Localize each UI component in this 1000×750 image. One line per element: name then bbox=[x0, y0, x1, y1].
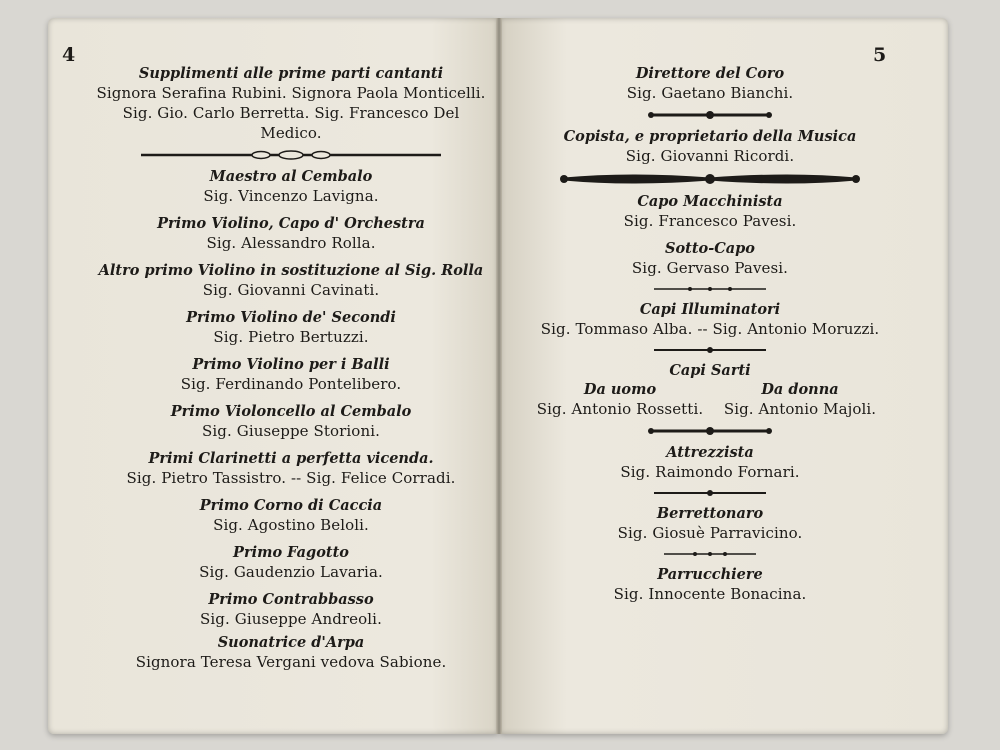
entry-role: Primo Violino, Capo d' Orchestra bbox=[157, 215, 425, 232]
ornament-rule bbox=[650, 488, 770, 498]
ornament-rule-heavy bbox=[560, 172, 860, 186]
entry-name: Sig. Raimondo Fornari. bbox=[620, 463, 800, 481]
entry-role: Attrezzista bbox=[666, 444, 754, 461]
entry-name: Sig. Gaudenzio Lavaria. bbox=[199, 563, 383, 581]
entry-name: Sig. Tommaso Alba. -- Sig. Antonio Moruzzi. bbox=[540, 320, 880, 338]
supplement-names-line: Signora Serafina Rubini. Signora Paola Monticelli. bbox=[96, 84, 486, 102]
entry-name: Sig. Pietro Tassistro. -- Sig. Felice Corradi. bbox=[126, 469, 456, 487]
entry-name: Sig. Gervaso Pavesi. bbox=[631, 259, 789, 277]
ornament-rule bbox=[131, 149, 451, 161]
page-number-right: 5 bbox=[873, 44, 887, 66]
entry-role: Primo Contrabbasso bbox=[208, 591, 374, 608]
ornament-rule bbox=[645, 425, 775, 437]
sarti-left-role: Da uomo bbox=[583, 381, 657, 398]
entry-role: Primo Corno di Caccia bbox=[199, 497, 383, 514]
entry-role: Sotto-Capo bbox=[665, 240, 755, 257]
sarti-right-role: Da donna bbox=[761, 381, 839, 398]
entry-role: Capo Macchinista bbox=[637, 193, 783, 210]
entry-name: Sig. Alessandro Rolla. bbox=[206, 234, 376, 252]
ornament-rule bbox=[645, 109, 775, 121]
ornament-rule bbox=[660, 549, 760, 559]
page-number-left: 4 bbox=[62, 44, 76, 66]
right-column bbox=[510, 64, 910, 604]
entry-role: Berrettonaro bbox=[656, 505, 764, 522]
supplement-names-line: Sig. Gio. Carlo Berretta. Sig. Francesco Del Medico. bbox=[122, 104, 460, 142]
entry-name: Sig. Ferdinando Pontelibero. bbox=[180, 375, 402, 393]
sarti-left-name: Sig. Antonio Rossetti. bbox=[536, 400, 704, 418]
entry-role: Primo Fagotto bbox=[233, 544, 349, 561]
sarti-split bbox=[530, 380, 890, 419]
entry-name: Sig. Gaetano Bianchi. bbox=[626, 84, 794, 102]
entry-role: Parrucchiere bbox=[657, 566, 763, 583]
entry-name: Sig. Innocente Bonacina. bbox=[613, 585, 807, 603]
ornament-rule bbox=[650, 345, 770, 355]
entry-role: Primo Violino per i Balli bbox=[192, 356, 390, 373]
entry-role: Suonatrice d'Arpa bbox=[217, 634, 365, 651]
entry-name: Sig. Pietro Bertuzzi. bbox=[213, 328, 369, 346]
book-gutter bbox=[496, 18, 502, 734]
supplements-heading: Supplimenti alle prime parti cantanti bbox=[138, 65, 444, 82]
entry-role: Primo Violoncello al Cembalo bbox=[170, 403, 412, 420]
entry-name: Sig. Giosuè Parravicino. bbox=[617, 524, 803, 542]
entry-name: Signora Teresa Vergani vedova Sabione. bbox=[135, 653, 447, 671]
entry-role: Altro primo Violino in sostituzione al Sig. Rolla bbox=[98, 262, 484, 279]
entry-name: Sig. Francesco Pavesi. bbox=[623, 212, 797, 230]
entry-role: Primo Violino de' Secondi bbox=[186, 309, 396, 326]
left-column bbox=[95, 64, 487, 672]
sarti-right-name: Sig. Antonio Majoli. bbox=[723, 400, 877, 418]
entry-name: Sig. Vincenzo Lavigna. bbox=[203, 187, 379, 205]
ornament-rule bbox=[650, 284, 770, 294]
entry-name: Sig. Giuseppe Storioni. bbox=[202, 422, 380, 440]
entry-role: Maestro al Cembalo bbox=[209, 168, 373, 185]
entry-name: Sig. Agostino Beloli. bbox=[213, 516, 369, 534]
entry-name: Sig. Giuseppe Andreoli. bbox=[200, 610, 382, 628]
entry-name: Sig. Giovanni Ricordi. bbox=[625, 147, 795, 165]
entry-role: Direttore del Coro bbox=[635, 65, 785, 82]
entry-name: Sig. Giovanni Cavinati. bbox=[202, 281, 380, 299]
sarti-heading: Capi Sarti bbox=[669, 362, 751, 379]
entry-role: Primi Clarinetti a perfetta vicenda. bbox=[148, 450, 434, 467]
entry-role: Copista, e proprietario della Musica bbox=[563, 128, 857, 145]
entry-role: Capi Illuminatori bbox=[639, 301, 781, 318]
